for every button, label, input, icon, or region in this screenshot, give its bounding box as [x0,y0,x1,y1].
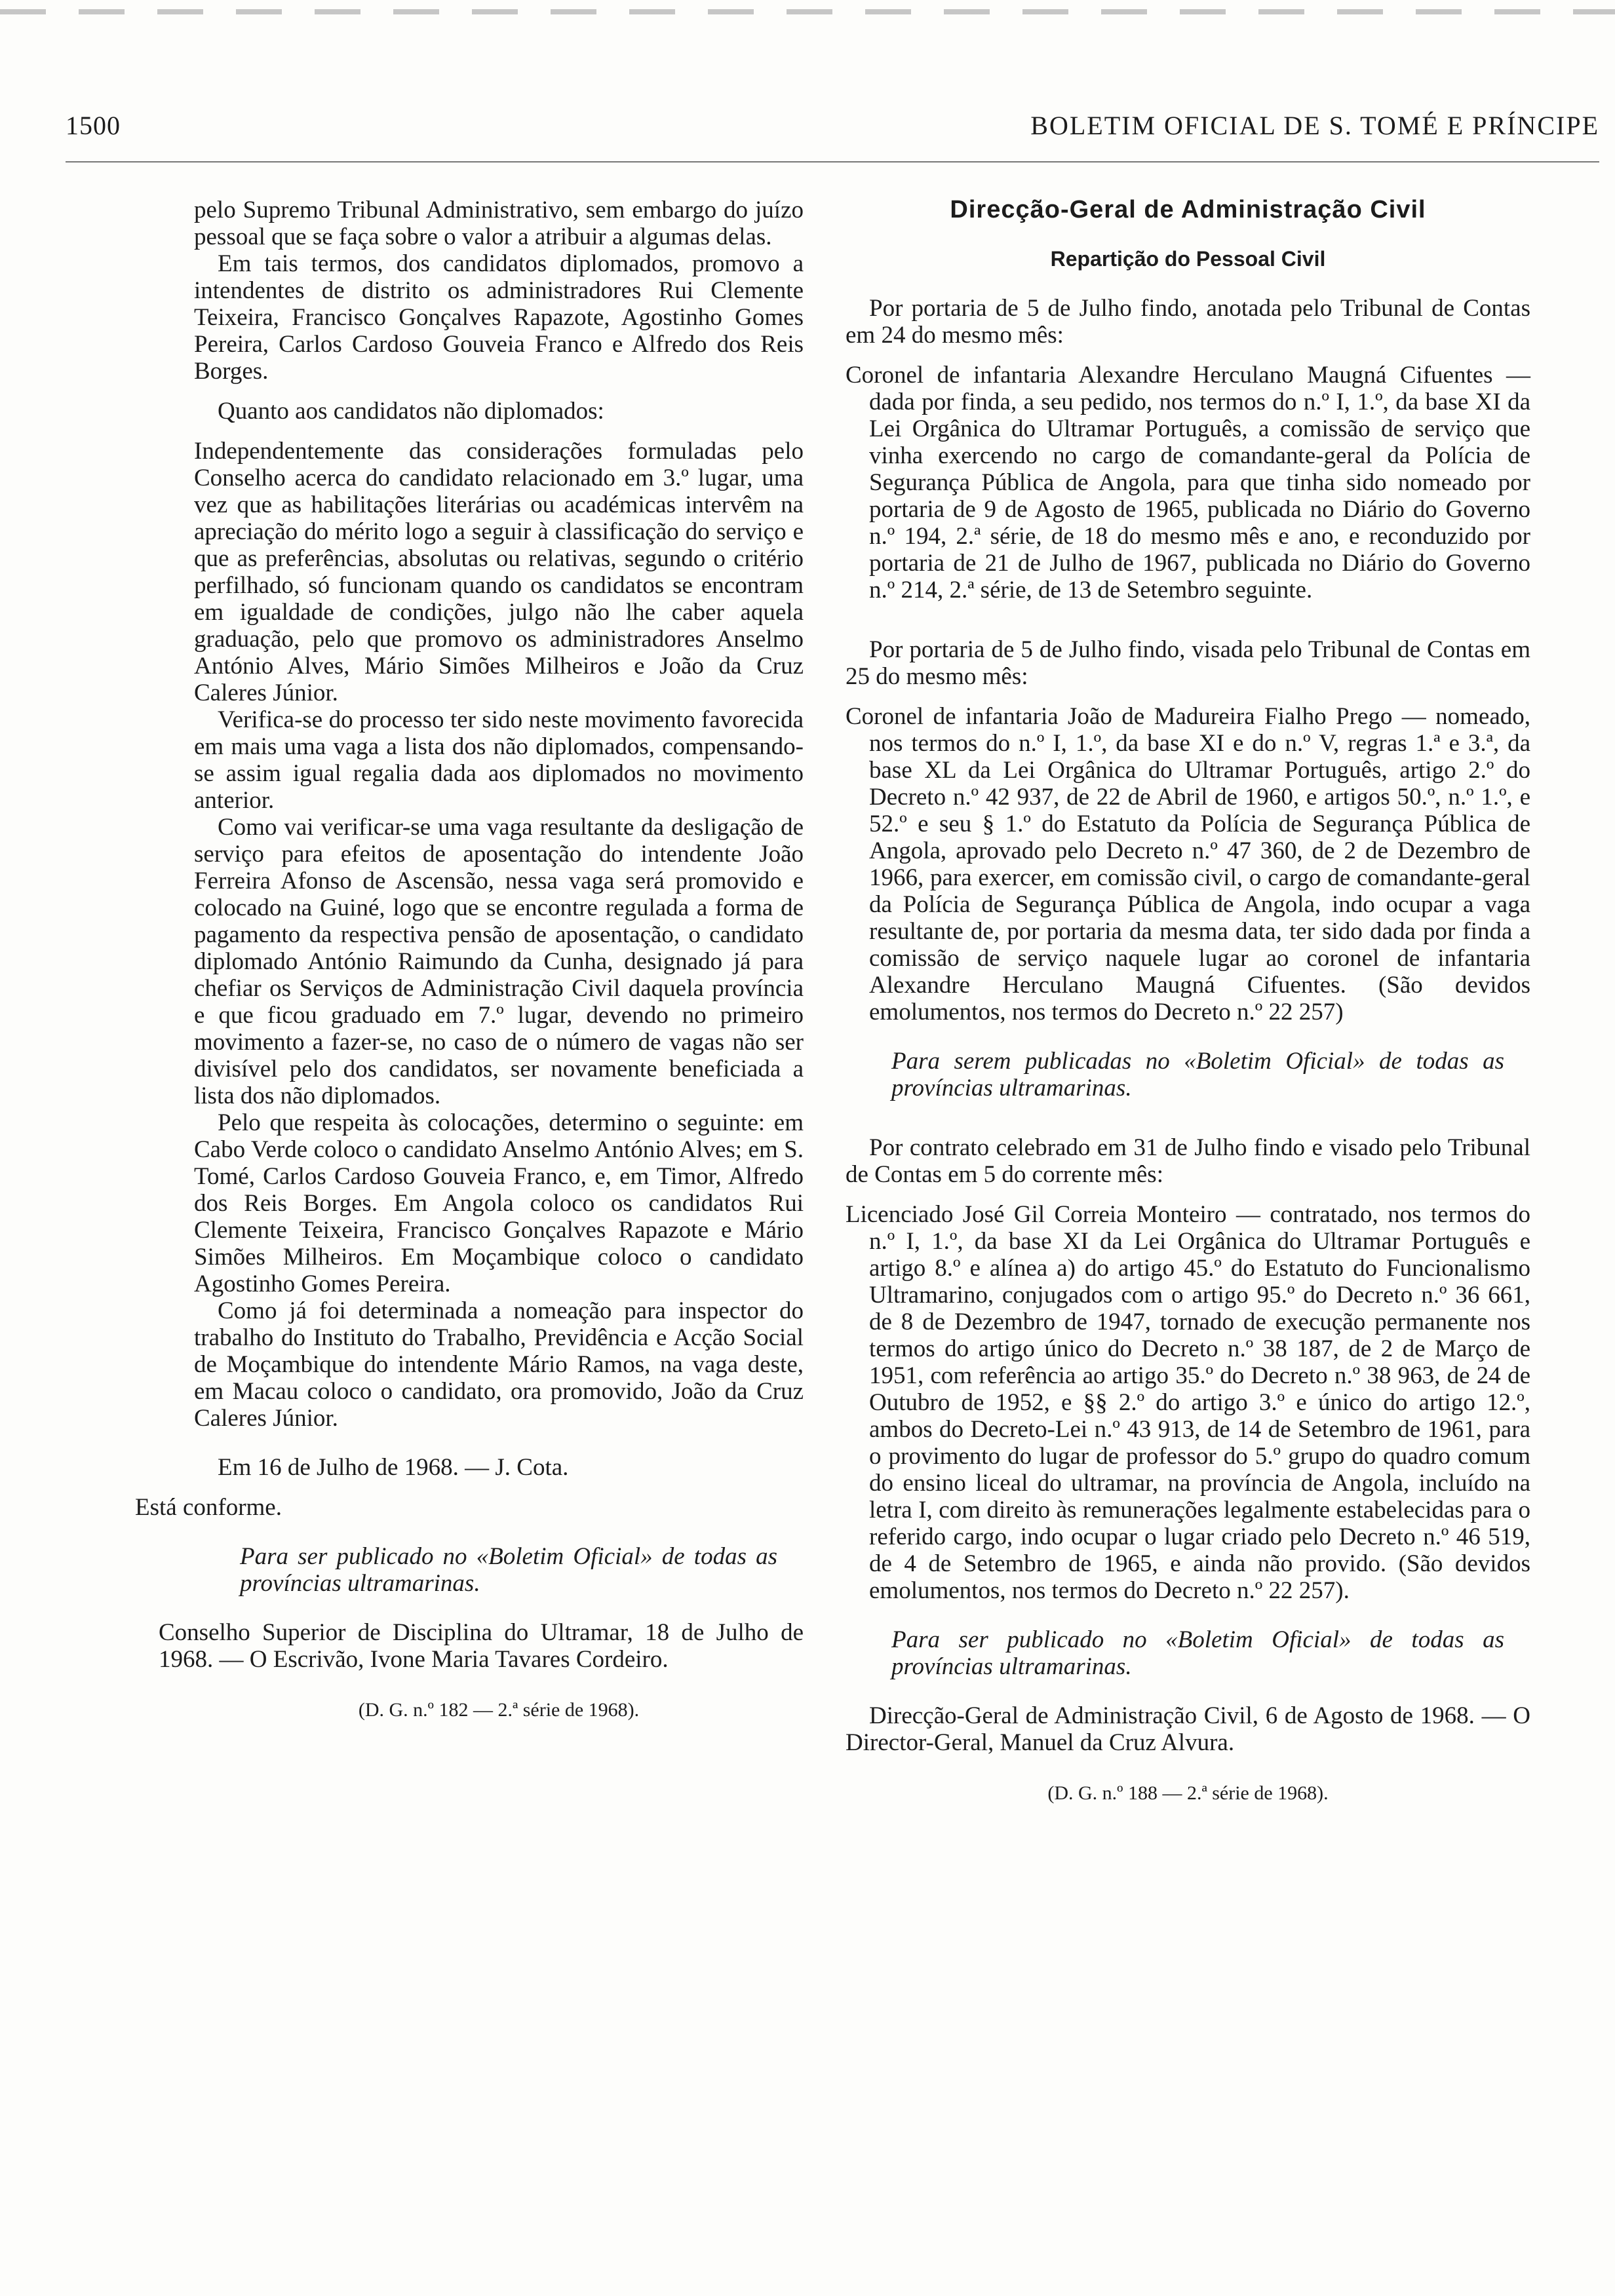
intro-line: Por portaria de 5 de Julho findo, anotada pelo Tribunal de Contas em 24 do mesmo mês: [846,295,1530,349]
paragraph: Como já foi determinada a nomeação para inspector do trabalho do Instituto do Trabalho, Previdência e Acção Social de Moçambique do intendente Mário Ramos, na vaga deste, em Macau coloco o candidato, ora promovido, João da Cruz Caleres Júnior. [194,1297,804,1432]
paragraph: Pelo que respeita às colocações, determino o seguinte: em Cabo Verde coloco o candidato Anselmo António Alves; em S. Tomé, Carlos Cardoso Gouveia Franco, e, em Timor, Alfredo dos Reis Borges. Em Angola coloco os candidatos Rui Clemente Teixeira, Francisco Gonçalves Rapazote e Mário Simões Milheiros. Em Moçambique coloco o candidato Agostinho Gomes Pereira. [194,1109,804,1297]
date-line: Em 16 de Julho de 1968. — J. Cota. [218,1454,569,1481]
paragraph: Independentemente das considerações formuladas pelo Conselho acerca do candidato relacionado em 3.º lugar, uma vez que as habilitações literárias ou académicas intervêm na apreciação do mérito logo a seguir à classificação do serviço e que as preferências, absolutas ou relativas, segundo o critério perfilhado, só funcionam quando os candidatos se encontram em igualdade de condições, julgo não lhe caber aquela graduação, pelo que promovo os administradores Anselmo António Alves, Mário Simões Milheiros e João da Cruz Caleres Júnior. [194,438,804,706]
paragraph: Verifica-se do processo ter sido neste movimento favorecida em mais uma vaga a lista dos não diplomados, compensando-se assim igual regalia dada aos diplomados no movimento anterior. [194,706,804,814]
paragraph: Em tais termos, dos candidatos diplomados, promovo a intendentes de distrito os administradores Rui Clemente Teixeira, Francisco Gonçalves Rapazote, Agostinho Gomes Pereira, Carlos Cardoso Gouveia Franco e Alfredo dos Reis Borges. [194,250,804,385]
intro-line: Por portaria de 5 de Julho findo, visada pelo Tribunal de Contas em 25 do mesmo mês: [846,636,1530,690]
signature-block: Direcção-Geral de Administração Civil, 6 de Agosto de 1968. — O Director-Geral, Manuel da Cruz Alvura. [846,1702,1530,1756]
right-column [846,197,1530,1807]
entry: Licenciado José Gil Correia Monteiro — contratado, nos termos do n.º I, 1.º, da base XI da Lei Orgânica do Ultramar Português e artigo 8.º e alínea a) do artigo 45.º do Estatuto do Funcionalismo Ultramarino, conjugados com o artigo 95.º do Decreto n.º 36 661, de 8 de Dezembro de 1947, tornado de execução permanente nos termos do artigo único do Decreto n.º 38 187, de 2 de Março de 1951, com referência ao artigo 35.º do Decreto n.º 38 963, de 24 de Outubro de 1952, e §§ 2.º do artigo 3.º e único do artigo 12.º, ambos do Decreto-Lei n.º 43 913, de 14 de Setembro de 1961, para o provimento do lugar de professor do 5.º grupo do quadro comum do ensino liceal do ultramar, na província de Angola, incluído na letra I, com direito às remunerações legalmente estabelecidas para o referido cargo, indo ocupar o lugar criado pelo Decreto n.º 46 519, de 4 de Setembro de 1965, e ainda não provido. (São devidos emolumentos, nos termos do Decreto n.º 22 257). [846,1201,1530,1604]
citation: (D. G. n.º 182 — 2.ª série de 1968). [358,1699,640,1721]
scan-edge-artifact [0,9,1615,14]
running-title: BOLETIM OFICIAL DE S. TOMÉ E PRÍNCIPE [1030,111,1599,140]
subsection-title: Repartição do Pessoal Civil [1050,247,1326,271]
signature-block: Conselho Superior de Disciplina do Ultramar, 18 de Julho de 1968. — O Escrivão, Ivone Maria Tavares Cordeiro. [159,1619,804,1673]
paragraph: pelo Supremo Tribunal Administrativo, sem embargo do juízo pessoal que se faça sobre o valor a atribuir a algumas delas. [194,197,804,250]
header-rule [66,161,1599,163]
publication-note: Para ser publicado no «Boletim Oficial» de todas as províncias ultramarinas. [240,1543,777,1597]
section-title: Direcção-Geral de Administração Civil [950,196,1426,223]
paragraph: Quanto aos candidatos não diplomados: [218,398,604,425]
publication-note: Para serem publicadas no «Boletim Oficial» de todas as províncias ultramarinas. [891,1048,1504,1101]
intro-line: Por contrato celebrado em 31 de Julho findo e visado pelo Tribunal de Contas em 5 do corrente mês: [846,1134,1530,1188]
page-header [66,110,1599,156]
entry: Coronel de infantaria João de Madureira Fialho Prego — nomeado, nos termos do n.º I, 1.º, da base XI e do n.º V, regras 1.ª e 3.ª, da base XL da Lei Orgânica do Ultramar Português, artigo 2.º do Decreto n.º 42 937, de 22 de Abril de 1960, e artigos 50.º, n.º 1.º, e 52.º e seu § 1.º do Estatuto da Polícia de Segurança Pública de Angola, aprovado pelo Decreto n.º 47 360, de 2 de Dezembro de 1966, para exercer, em comissão civil, o cargo de comandante-geral da Polícia de Segurança Pública de Angola, indo ocupar a vaga resultante de, por portaria da mesma data, ter sido dada por finda a comissão de serviço naquele lugar ao coronel de infantaria Alexandre Herculano Maugná Cifuentes. (São devidos emolumentos, nos termos do Decreto n.º 22 257) [846,703,1530,1025]
citation: (D. G. n.º 188 — 2.ª série de 1968). [1047,1782,1329,1804]
entry: Coronel de infantaria Alexandre Herculano Maugná Cifuentes — dada por finda, a seu pedido, nos termos do n.º I, 1.º, da base XI da Lei Orgânica do Ultramar Português, a comissão de serviço que vinha exercendo no cargo de comandante-geral da Polícia de Segurança Pública de Angola, para que tinha sido nomeado por portaria de 9 de Agosto de 1965, publicada no Diário do Governo n.º 194, 2.ª série, de 18 do mesmo mês e ano, e reconduzido por portaria de 21 de Julho de 1967, publicada no Diário do Governo n.º 214, 2.ª série, de 13 de Setembro seguinte. [846,362,1530,603]
page-number: 1500 [66,111,121,140]
conforme-line: Está conforme. [135,1494,282,1521]
paragraph: Como vai verificar-se uma vaga resultante da desligação de serviço para efeitos de aposentação do intendente João Ferreira Afonso de Ascensão, nessa vaga será promovido e colocado na Guiné, logo que se encontre regulada a forma de pagamento da respectiva pensão de aposentação, o candidato diplomado António Raimundo da Cunha, designado já para chefiar os Serviços de Administração Civil daquela província e que ficou graduado em 7.º lugar, devendo no primeiro movimento a fazer-se, no caso de o número de vagas não ser divisível pelo dos candidatos, ser novamente beneficiada a lista dos não diplomados. [194,814,804,1109]
left-column [135,197,804,1723]
publication-note: Para ser publicado no «Boletim Oficial» de todas as províncias ultramarinas. [891,1626,1504,1680]
